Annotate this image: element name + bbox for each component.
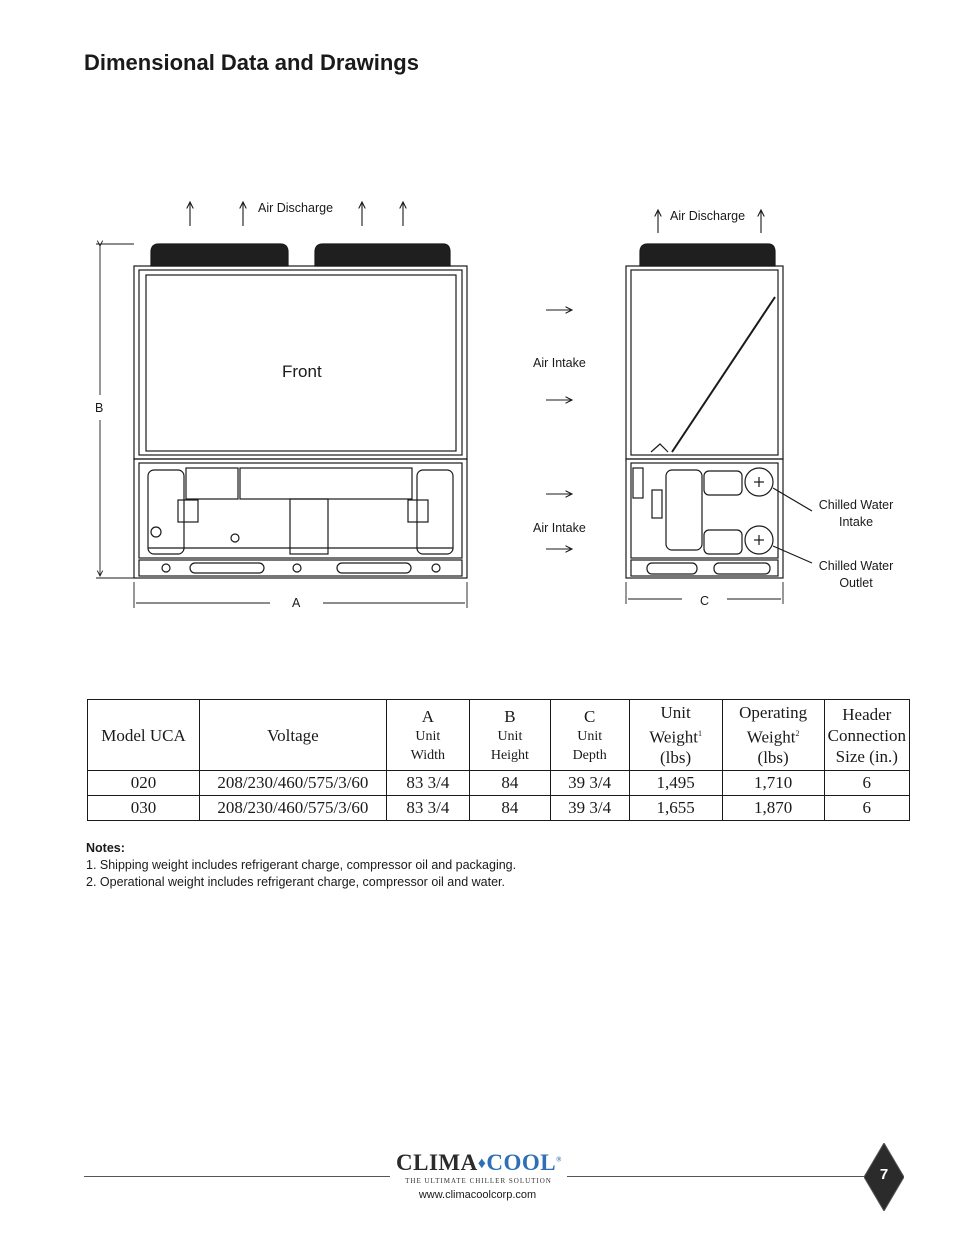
header-c	[550, 700, 629, 771]
note-item: 1. Shipping weight includes refrigerant charge, compressor oil and packaging.	[86, 858, 517, 872]
footer-divider-right	[567, 1176, 865, 1177]
header-a-sub1: Unit	[415, 728, 441, 744]
logo-drop-icon: ♦	[477, 1155, 487, 1172]
cell-a: 83 3/4	[386, 796, 469, 821]
cell-model: 030	[88, 796, 200, 821]
cell-b: 84	[469, 771, 550, 796]
header-connection-line2: Connection	[827, 725, 906, 745]
air-intake-upper-label: Air Intake	[533, 356, 586, 370]
dimension-b-label: B	[95, 401, 104, 415]
cell-unit-weight: 1,655	[629, 796, 722, 821]
header-c-sub2: Depth	[572, 747, 607, 763]
logo-registered-mark: ®	[556, 1155, 562, 1164]
header-a	[386, 700, 469, 771]
table-row	[88, 796, 910, 821]
front-fan-right	[315, 244, 450, 266]
cell-a: 83 3/4	[386, 771, 469, 796]
header-a-letter: A	[421, 706, 434, 726]
footnote-ref-2: 2	[795, 728, 800, 738]
chilled-water-outlet-label-line1: Chilled Water	[818, 559, 894, 573]
header-b-letter: B	[504, 706, 516, 726]
header-a-sub2: Width	[410, 747, 446, 763]
header-connection-line1: Header	[842, 704, 892, 724]
header-connection-line3: Size (in.)	[835, 746, 898, 766]
header-c-letter: C	[584, 706, 596, 726]
footnote-ref-1: 1	[697, 728, 702, 738]
chilled-water-intake-label-line2: Intake	[838, 515, 874, 529]
front-view	[134, 244, 467, 578]
side-upper-panel	[626, 266, 783, 459]
company-logo	[396, 1150, 561, 1185]
dimension-c-label: C	[700, 594, 710, 608]
footer-divider-left	[84, 1176, 390, 1177]
cell-model: 020	[88, 771, 200, 796]
cell-voltage: 208/230/460/575/3/60	[200, 796, 387, 821]
header-b	[469, 700, 550, 771]
front-fan-left	[151, 244, 288, 266]
notes-heading: Notes:	[86, 841, 125, 855]
header-voltage: Voltage	[200, 700, 387, 771]
notes	[86, 840, 516, 891]
air-discharge-side-label: Air Discharge	[670, 209, 746, 223]
page-number: 7	[879, 1166, 889, 1183]
table-row	[88, 771, 910, 796]
header-model: Model UCA	[88, 700, 200, 771]
cell-operating-weight: 1,710	[722, 771, 824, 796]
side-fan	[640, 244, 775, 266]
header-unit-weight	[629, 700, 722, 771]
cell-header-size: 6	[824, 771, 909, 796]
cell-unit-weight: 1,495	[629, 771, 722, 796]
header-unit-weight-line2: Weight	[649, 727, 698, 747]
cell-voltage: 208/230/460/575/3/60	[200, 771, 387, 796]
air-discharge-front-label: Air Discharge	[258, 201, 334, 215]
front-label: Front	[282, 362, 322, 381]
header-operating-weight-line3: (lbs)	[757, 748, 789, 768]
logo-left: CLIMA	[396, 1150, 478, 1175]
header-operating-weight-line2: Weight	[746, 727, 796, 747]
header-unit-weight-line1: Unit	[660, 702, 691, 722]
chilled-water-intake-label-line1: Chilled Water	[818, 498, 894, 512]
logo-wordmark	[396, 1150, 561, 1176]
air-intake-lower-label: Air Intake	[533, 521, 586, 535]
header-unit-weight-line3: (lbs)	[660, 748, 692, 768]
cell-header-size: 6	[824, 796, 909, 821]
cell-operating-weight: 1,870	[722, 796, 824, 821]
header-c-sub1: Unit	[577, 728, 603, 744]
table-header-row	[88, 700, 910, 771]
page-title: Dimensional Data and Drawings	[84, 50, 419, 75]
cell-c: 39 3/4	[550, 796, 629, 821]
side-view	[626, 244, 812, 578]
header-operating-weight-line1: Operating	[739, 702, 808, 722]
dimension-a-label: A	[292, 596, 301, 610]
note-item: 2. Operational weight includes refrigerant charge, compressor oil and water.	[86, 875, 505, 889]
cell-c: 39 3/4	[550, 771, 629, 796]
header-operating-weight	[722, 700, 824, 771]
chilled-water-outlet-label-line2: Outlet	[839, 576, 873, 590]
dimensional-data-table	[87, 699, 910, 821]
header-connection-size	[824, 700, 909, 771]
header-b-sub1: Unit	[497, 728, 523, 744]
logo-tagline: THE ULTIMATE CHILLER SOLUTION	[405, 1177, 552, 1185]
logo-right: COOL	[486, 1150, 557, 1175]
cell-b: 84	[469, 796, 550, 821]
website-url: www.climacoolcorp.com	[418, 1189, 537, 1201]
header-b-sub2: Height	[490, 747, 529, 763]
